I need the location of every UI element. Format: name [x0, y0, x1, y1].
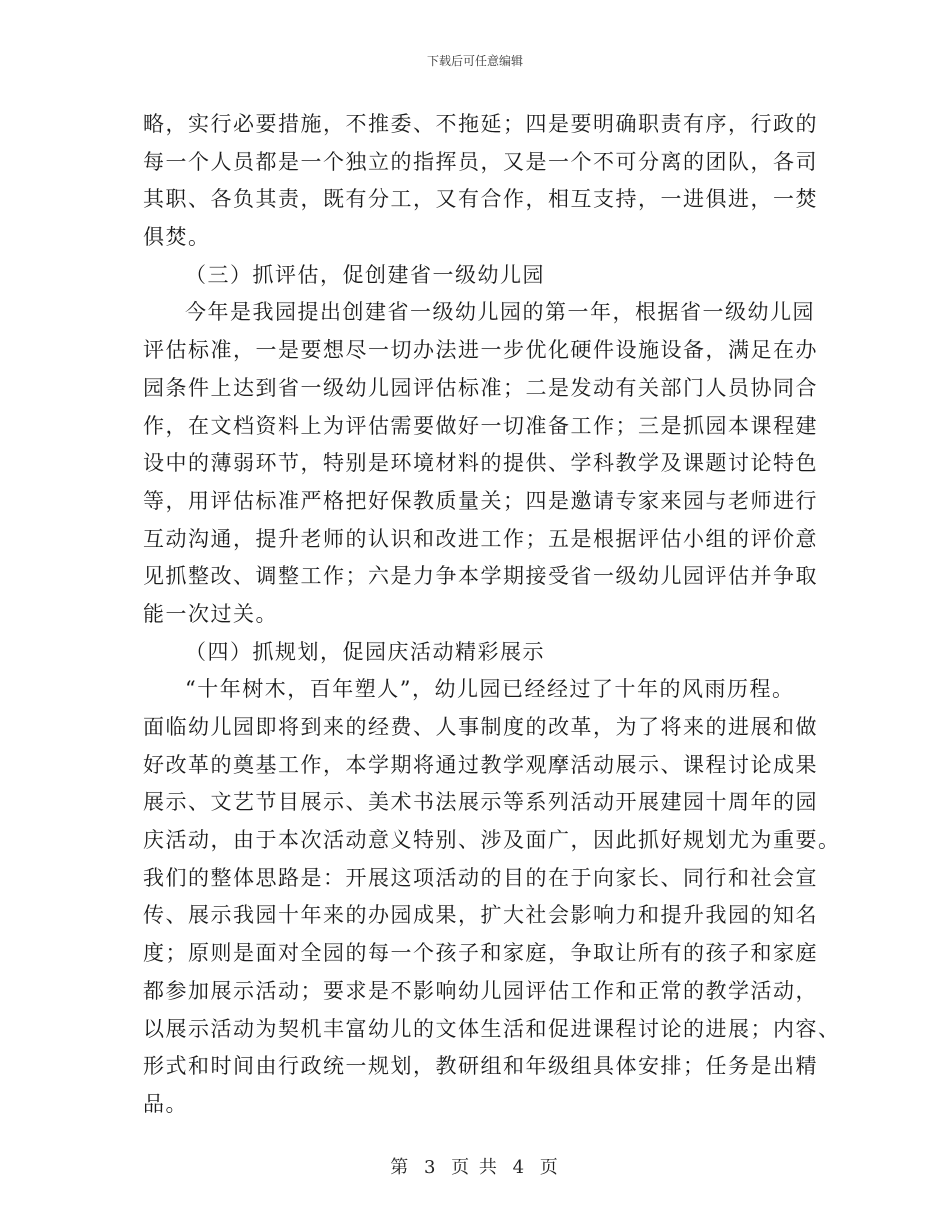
paragraph-line: 能一次过关。	[143, 601, 278, 626]
paragraph-line: 其职、各负其责，既有分工，又有合作，相互支持，一进俱进，一焚	[143, 187, 818, 212]
paragraph-line: 评估标准，一是要想尽一切办法进一步优化硬件设施设备，满足在办	[143, 338, 818, 363]
paragraph-line: 我们的整体思路是：开展这项活动的目的在于向家长、同行和社会宣	[143, 865, 818, 890]
paragraph-line: 都参加展示活动；要求是不影响幼儿园评估工作和正常的教学活动，	[143, 978, 818, 1003]
paragraph-line: 俱焚。	[143, 225, 211, 250]
paragraph-line: 度；原则是面对全园的每一个孩子和家庭，争取让所有的孩子和家庭	[143, 941, 818, 966]
paragraph-line: “十年树木，百年塑人”，幼儿园已经经过了十年的风雨历程。	[185, 677, 795, 702]
section-heading: （四）抓规划，促园庆活动精彩展示	[185, 639, 545, 664]
paragraph-line: 好改革的奠基工作，本学期将通过教学观摩活动展示、课程讨论成果	[143, 752, 818, 777]
paragraph-line: 略，实行必要措施，不推委、不拖延；四是要明确职责有序，行政的	[143, 112, 818, 136]
paragraph-line: 以展示活动为契机丰富幼儿的文体生活和促进课程讨论的进展；内容、	[143, 1016, 841, 1041]
paragraph-line: 展示、文艺节目展示、美术书法展示等系列活动开展建园十周年的园	[143, 790, 818, 815]
page-header: 下载后可任意编辑	[426, 54, 523, 68]
footer-middle: 页 共	[451, 1157, 499, 1178]
paragraph-line: 作，在文档资料上为评估需要做好一切准备工作；三是抓园本课程建	[143, 413, 818, 438]
document-body	[143, 106, 841, 1124]
current-page-number: 3	[423, 1157, 438, 1178]
paragraph-line: 见抓整改、调整工作；六是力争本学期接受省一级幼儿园评估并争取	[143, 564, 818, 589]
paragraph-line: 形式和时间由行政统一规划，教研组和年级组具体安排；任务是出精	[143, 1054, 818, 1079]
total-pages-number: 4	[512, 1157, 527, 1178]
paragraph-line: 传、展示我园十年来的办园成果，扩大社会影响力和提升我园的知名	[143, 903, 818, 928]
paragraph-line: 面临幼儿园即将到来的经费、人事制度的改革，为了将来的进展和做	[143, 715, 818, 739]
section-heading: （三）抓评估，促创建省一级幼儿园	[185, 262, 545, 287]
paragraph-line: 互动沟通，提升老师的认识和改进工作；五是根据评估小组的评价意	[143, 526, 818, 551]
paragraph-line: 园条件上达到省一级幼儿园评估标准；二是发动有关部门人员协同合	[143, 375, 818, 400]
paragraph-line: 每一个人员都是一个独立的指挥员，又是一个不可分离的团队，各司	[143, 149, 818, 174]
footer-prefix: 第	[390, 1157, 411, 1178]
page-footer	[0, 1153, 950, 1179]
paragraph-line: 庆活动，由于本次活动意义特别、涉及面广，因此抓好规划尤为重要。	[143, 828, 841, 853]
paragraph-line: 品。	[143, 1091, 188, 1116]
paragraph-line: 今年是我园提出创建省一级幼儿园的第一年，根据省一级幼儿园	[185, 300, 815, 325]
paragraph-line: 等，用评估标准严格把好保教质量关；四是邀请专家来园与老师进行	[143, 488, 818, 513]
paragraph-line: 设中的薄弱环节，特别是环境材料的提供、学科教学及课题讨论特色	[143, 451, 818, 476]
footer-suffix: 页	[539, 1157, 560, 1178]
